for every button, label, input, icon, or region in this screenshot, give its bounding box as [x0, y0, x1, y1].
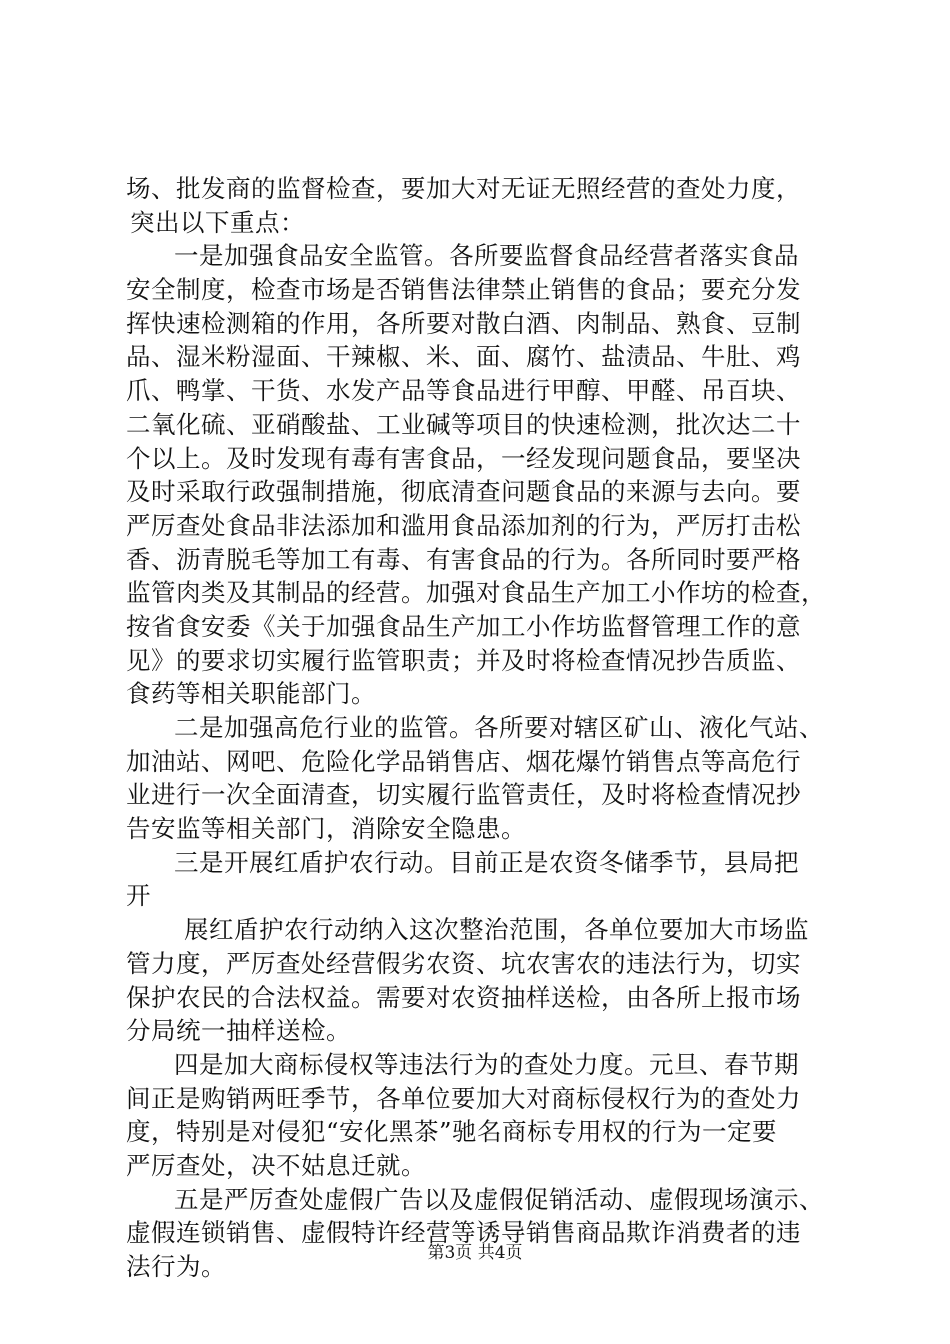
text-line: 加油站、网吧、危险化学品销售店、烟花爆竹销售点等高危行 [126, 746, 801, 776]
text-line: 挥快速检测箱的作用，各所要对散白酒、肉制品、熟食、豆制 [126, 308, 801, 338]
text-line: 虚假连锁销售、虚假特许经营等诱导销售商品欺诈消费者的违 [126, 1218, 801, 1248]
text-line: 严厉查处，决不姑息迁就。 [126, 1150, 426, 1180]
text-line: 按省食安委《关于加强食品生产加工小作坊监督管理工作的意 [126, 611, 801, 641]
text-line: 监管肉类及其制品的经营。加强对食品生产加工小作坊的检查， [126, 578, 826, 608]
text-line: 场、批发商的监督检查，要加大对无证无照经营的查处力度， [126, 174, 801, 203]
paragraph-heading-line: 三是开展红盾护农行动。目前正是农资冬储季节，县局把 [174, 847, 799, 877]
text-line: 管力度，严厉查处经营假劣农资、坑农害农的违法行为，切实 [126, 948, 801, 978]
paragraph-heading-line: 一是加强食品安全监管。各所要监督食品经营者落实食品 [174, 241, 799, 271]
text-line: 爪、鸭掌、干货、水发产品等食品进行甲醇、甲醛、吊百块、 [126, 376, 801, 406]
text-line: 严厉查处食品非法添加和滥用食品添加剂的行为，严厉打击松 [126, 510, 801, 540]
text-line: 保护农民的合法权益。需要对农资抽样送检，由各所上报市场 [126, 982, 801, 1012]
paragraph-heading-line: 二是加强高危行业的监管。各所要对辖区矿山、液化气站、 [174, 713, 824, 742]
paragraph-heading-line: 五是严厉查处虚假广告以及虚假促销活动、虚假现场演示、 [174, 1184, 824, 1214]
text-line: 分局统一抽样送检。 [126, 1016, 351, 1046]
text-line: 品、湿米粉湿面、干辣椒、米、面、腐竹、盐渍品、牛肚、鸡 [126, 342, 801, 372]
text-line: 业进行一次全面清查，切实履行监管责任，及时将检查情况抄 [126, 780, 801, 810]
text-line: 个以上。及时发现有毒有害食品，一经发现问题食品，要坚决 [126, 443, 801, 473]
text-line: 香、沥青脱毛等加工有毒、有害食品的行为。各所同时要严格 [126, 544, 801, 574]
text-line: 法行为。 [126, 1252, 226, 1281]
text-line: 见》的要求切实履行监管职责；并及时将检查情况抄告质监、 [126, 645, 801, 675]
text-line: 二氧化硫、亚硝酸盐、工业碱等项目的快速检测，批次达二十 [126, 409, 801, 439]
page-number-footer: 第3页 共4页 [427, 1243, 523, 1263]
text-line: 开 [126, 881, 151, 911]
text-line: 告安监等相关部门，消除安全隐患。 [126, 814, 526, 844]
paragraph-heading-line: 展红盾护农行动纳入这次整治范围，各单位要加大市场监 [184, 915, 809, 945]
text-line: 度，特别是对侵犯“安化黑茶”驰名商标专用权的行为一定要 [126, 1117, 778, 1147]
text-line: 食药等相关职能部门。 [126, 679, 376, 709]
paragraph-heading-line: 四是加大商标侵权等违法行为的查处力度。元旦、春节期 [174, 1049, 799, 1079]
text-line: 突出以下重点： [130, 207, 305, 237]
text-line: 间正是购销两旺季节，各单位要加大对商标侵权行为的查处力 [126, 1083, 801, 1113]
text-line: 及时采取行政强制措施，彻底清查问题食品的来源与去向。要 [126, 477, 801, 507]
text-line: 安全制度，检查市场是否销售法律禁止销售的食品；要充分发 [126, 275, 801, 305]
document-body [126, 172, 836, 1284]
